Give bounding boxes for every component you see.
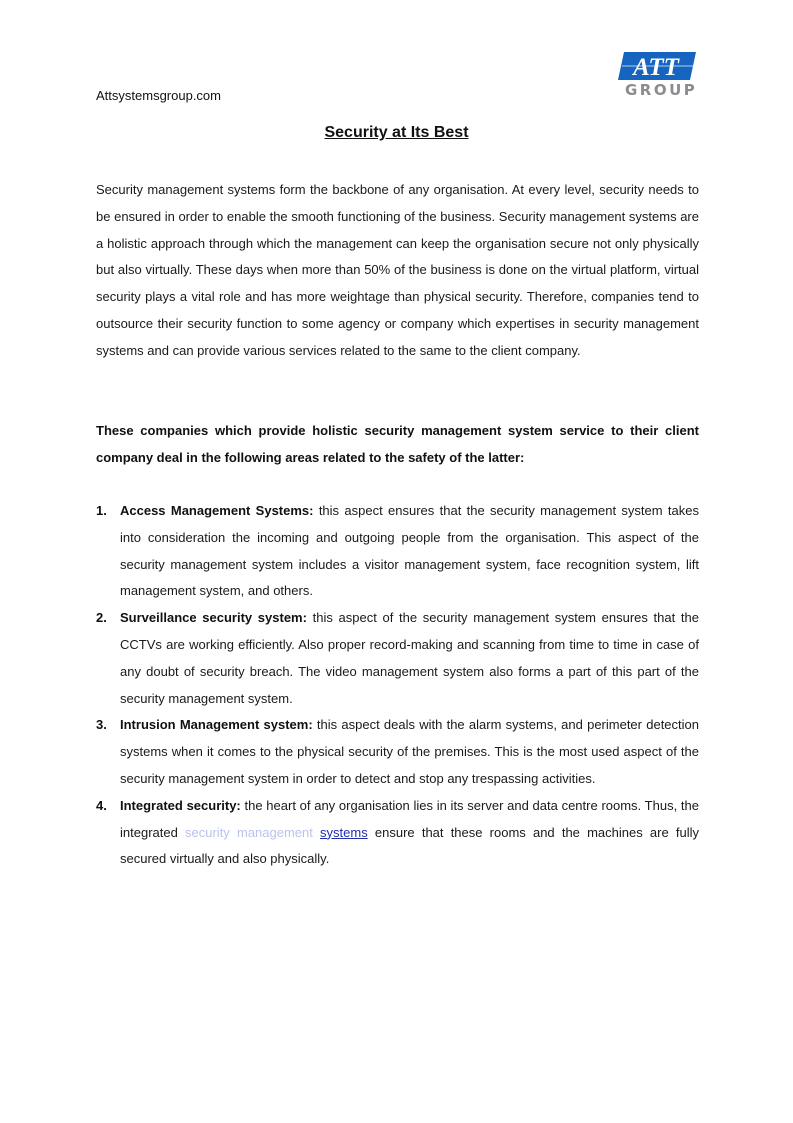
systems-link[interactable]: systems — [320, 824, 368, 840]
list-item-term: Integrated security: — [120, 797, 241, 813]
list-item-number: 4. — [96, 797, 107, 813]
logo-letters: ATT — [633, 54, 679, 81]
lead-paragraph: These companies which provide holistic security management system service to their client company deal in the following areas related to the safety of the latter: — [96, 423, 699, 465]
site-url: Attsystemsgroup.com — [96, 88, 221, 103]
logo-group-text: GROUP — [625, 81, 698, 99]
att-group-logo — [618, 50, 698, 100]
list-item-text: this aspect ensures that the security management system takes into consideration the incoming and outgoing people from the organisation. This aspect of the security management system includes a visitor management system, face recognition system, lift management system, and others. — [120, 503, 699, 599]
areas-list — [96, 498, 699, 873]
list-item — [96, 793, 699, 873]
list-item-text-end: ensure that these rooms and the machines are fully secured virtually and also physically. — [120, 824, 699, 867]
list-item-text: this aspect of the security management system ensures that the CCTVs are working efficiently. Also proper record-making and scanning from time to time in case of any doubt of security breach. The video management system also forms a part of this part of the security management system. — [120, 610, 699, 706]
intro-paragraph: Security management systems form the backbone of any organisation. At every level, security needs to be ensured in order to enable the smooth functioning of the business. Security management systems are a holistic approach through which the management can keep the organisation secure not only physically but also virtually. These days when more than 50% of the business is done on the virtual platform, virtual security plays a vital role and has more weightage than physical security. Therefore, companies tend to outsource their security function to some agency or company which expertises in security management systems and can provide various services related to the same to the client company. — [96, 182, 699, 358]
list-item — [96, 498, 699, 605]
list-item — [96, 712, 699, 792]
att-logo-mark — [618, 50, 698, 82]
list-item-text: this aspect deals with the alarm systems, and perimeter detection systems when it comes to the physical security of the premises. This is the most used aspect of the security management system in order to detect and stop any trespassing activities. — [120, 717, 699, 786]
list-item-text: the heart of any organisation lies in its server and data centre rooms. Thus, the integrated — [120, 797, 699, 840]
page-title: Security at Its Best — [324, 124, 469, 141]
list-item-term: Intrusion Management system: — [120, 717, 313, 733]
list-item — [96, 605, 699, 712]
security-management-link[interactable]: security management — [185, 824, 321, 840]
list-item-number: 3. — [96, 717, 107, 733]
list-item-number: 1. — [96, 503, 107, 518]
list-item-term: Surveillance security system: — [120, 610, 307, 626]
list-item-number: 2. — [96, 610, 107, 626]
list-item-term: Access Management Systems: — [120, 503, 314, 518]
